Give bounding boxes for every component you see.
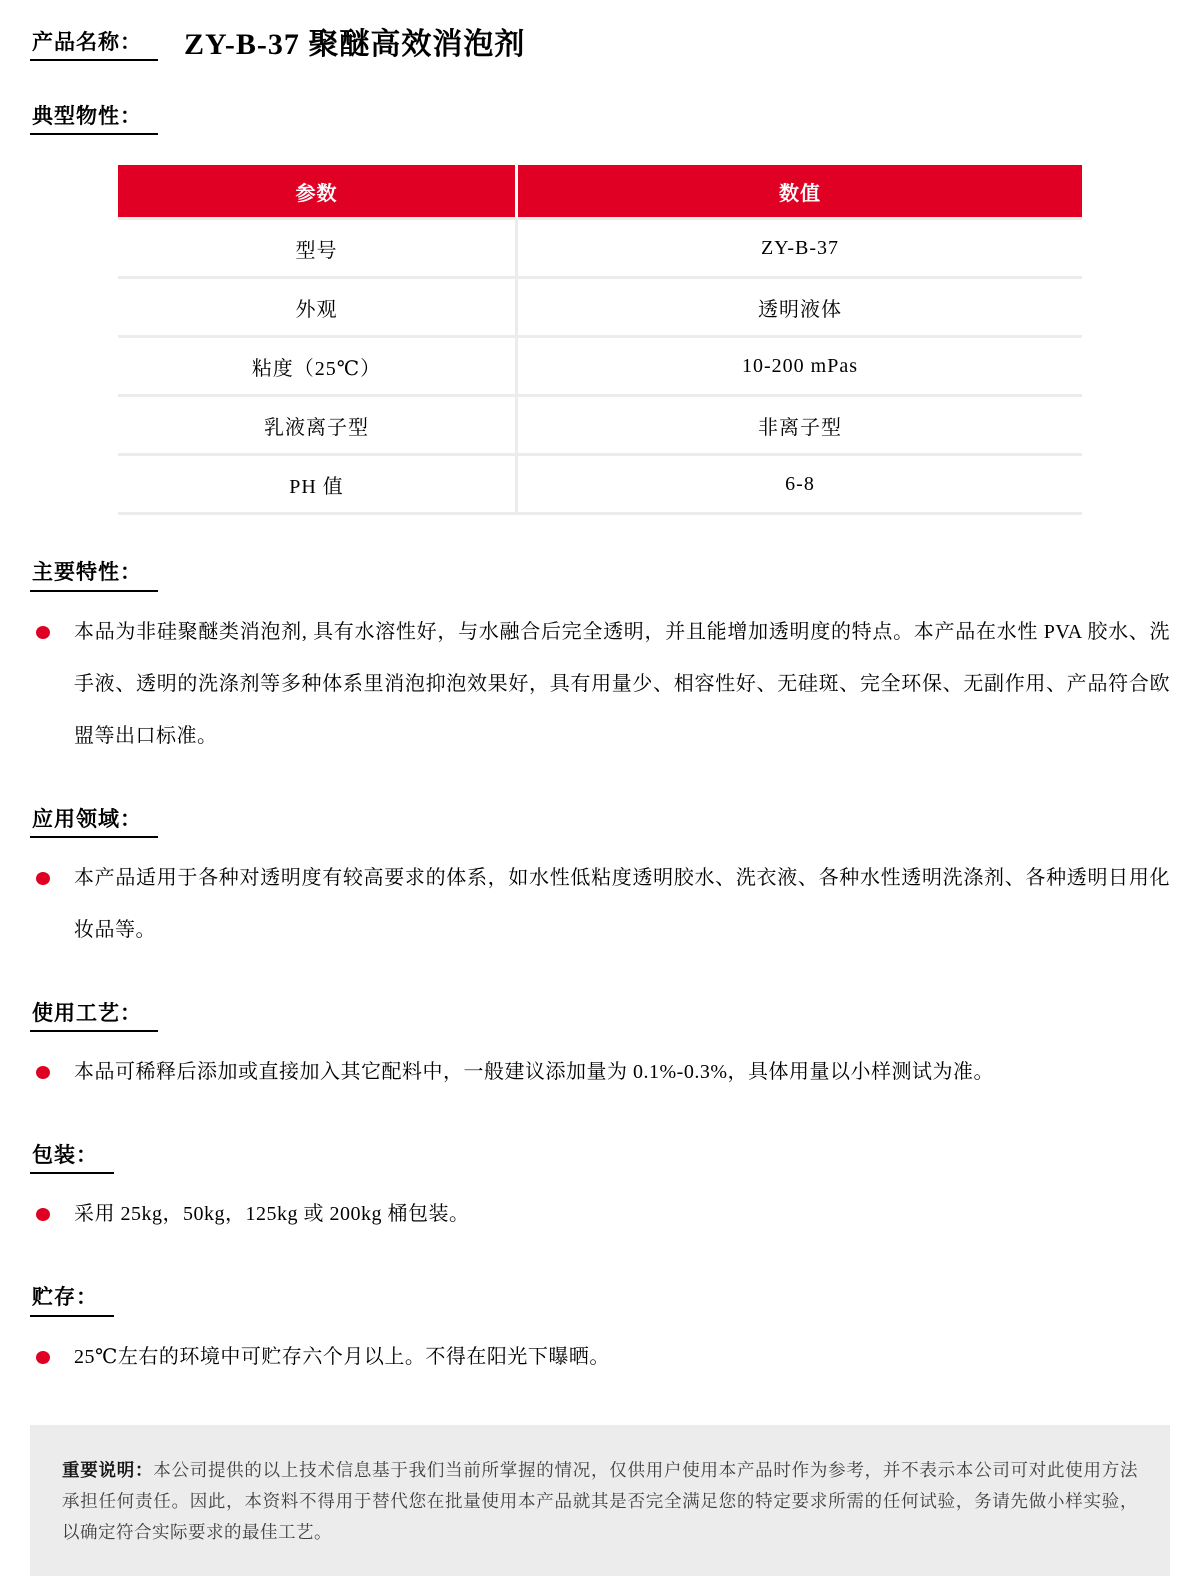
section-heading-features: 主要特性： [30, 559, 158, 591]
important-notice-paragraph [62, 1455, 1138, 1548]
usage-bullet [30, 1046, 1170, 1098]
table-cell-parameter: PH 值 [118, 456, 518, 515]
table-cell-value: 6-8 [518, 456, 1082, 515]
table-row [118, 397, 1082, 456]
bullet-dot-icon [36, 1208, 50, 1221]
product-name-label: 产品名称： [30, 29, 158, 61]
product-name-row [30, 28, 1170, 61]
section-heading-properties: 典型物性： [30, 103, 158, 135]
table-row [118, 220, 1082, 279]
features-bullet [30, 606, 1170, 762]
table-cell-parameter: 外观 [118, 279, 518, 338]
table-cell-parameter: 乳液离子型 [118, 397, 518, 456]
applications-text: 本产品适用于各种对透明度有较高要求的体系，如水性低粘度透明胶水、洗衣液、各种水性透明洗涤剂、各种透明日用化妆品等。 [74, 866, 1170, 941]
table-header-row [118, 165, 1082, 220]
table-cell-value: 透明液体 [518, 279, 1082, 338]
table-row [118, 456, 1082, 515]
table-cell-parameter: 粘度（25℃） [118, 338, 518, 397]
notice-text: 本公司提供的以上技术信息基于我们当前所掌握的情况，仅供用户使用本产品时作为参考，并不表示本公司可对此使用方法承担任何责任。因此，本资料不得用于替代您在批量使用本产品就其是否完全满足您的特定要求所需的任何试验，务请先做小样实验，以确定符合实际要求的最佳工艺。 [62, 1459, 1139, 1542]
table-cell-value: 10-200 mPas [518, 338, 1082, 397]
storage-bullet [30, 1331, 1170, 1383]
table-cell-value: 非离子型 [518, 397, 1082, 456]
important-notice-box [30, 1425, 1170, 1576]
table-cell-parameter: 型号 [118, 220, 518, 279]
usage-text: 本品可稀释后添加或直接加入其它配料中，一般建议添加量为 0.1%-0.3%，具体用量以小样测试为准。 [74, 1061, 994, 1083]
section-heading-storage: 贮存： [30, 1284, 114, 1316]
storage-text: 25℃左右的环境中可贮存六个月以上。不得在阳光下曝晒。 [74, 1345, 610, 1368]
section-heading-packaging: 包装： [30, 1142, 114, 1174]
page-title: ZY-B-37 聚醚高效消泡剂 [184, 28, 526, 61]
section-packaging [30, 1142, 1170, 1174]
properties-table [118, 165, 1082, 515]
table-header-value: 数值 [518, 165, 1082, 220]
table-cell-value: ZY-B-37 [518, 220, 1082, 279]
packaging-text: 采用 25kg，50kg，125kg 或 200kg 桶包装。 [74, 1203, 470, 1226]
section-features [30, 559, 1170, 591]
section-storage [30, 1284, 1170, 1316]
section-heading-applications: 应用领域： [30, 806, 158, 838]
packaging-bullet [30, 1188, 1170, 1240]
bullet-dot-icon [36, 626, 50, 639]
table-row [118, 279, 1082, 338]
bullet-dot-icon [36, 872, 50, 885]
table-row [118, 338, 1082, 397]
section-properties [30, 103, 1170, 135]
section-heading-usage: 使用工艺： [30, 1000, 158, 1032]
section-usage [30, 1000, 1170, 1032]
bullet-dot-icon [36, 1351, 50, 1364]
bullet-dot-icon [36, 1066, 50, 1079]
features-text: 本品为非硅聚醚类消泡剂, 具有水溶性好，与水融合后完全透明，并且能增加透明度的特点。本产品在水性 PVA 胶水、洗手液、透明的洗涤剂等多种体系里消泡抑泡效果好，具有用量少、相容性好、无硅斑、完全环保、无副作用、产品符合欧盟等出口标准。 [74, 620, 1170, 747]
notice-label: 重要说明： [62, 1459, 154, 1480]
table-header-parameter: 参数 [118, 165, 518, 220]
applications-bullet [30, 852, 1170, 956]
section-applications [30, 806, 1170, 838]
